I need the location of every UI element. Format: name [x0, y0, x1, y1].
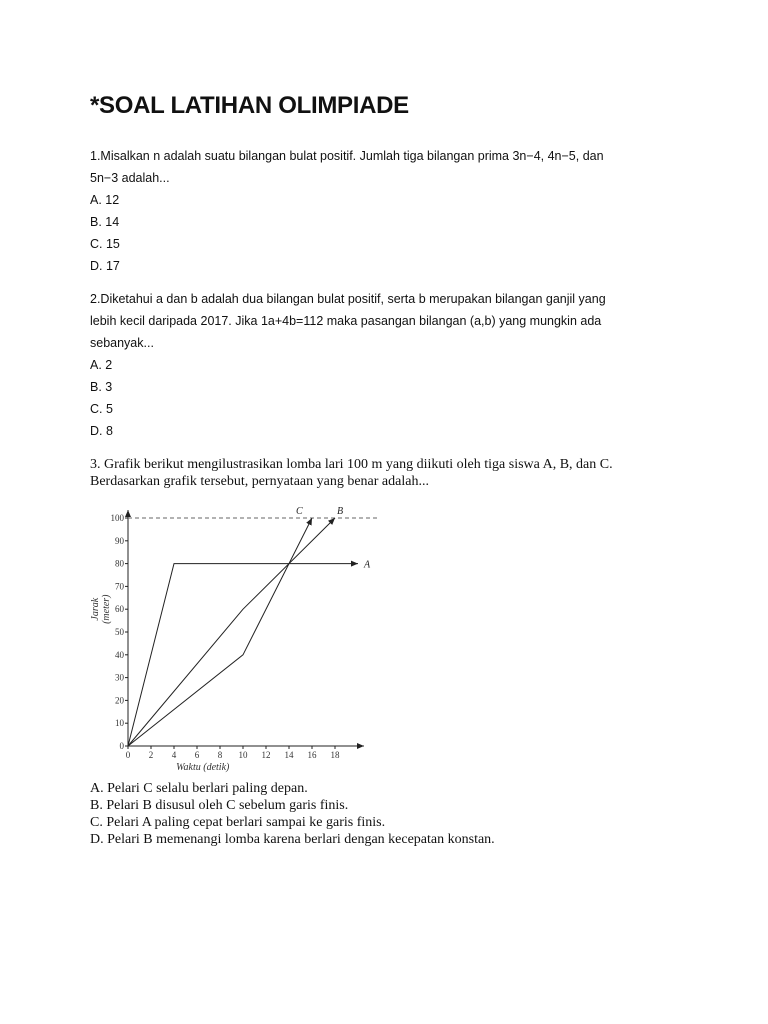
question-2-option-a: A. 2: [90, 358, 113, 372]
x-tick-label-18: 18: [330, 750, 340, 760]
race-chart: [88, 500, 388, 775]
y-tick-label-30: 30: [115, 672, 124, 683]
y-tick-label-80: 80: [115, 558, 124, 569]
x-tick-label-12: 12: [261, 750, 271, 760]
page-title: *SOAL LATIHAN OLIMPIADE: [90, 92, 409, 119]
question-2-option-c: C. 5: [90, 402, 113, 416]
series-b-label: B: [337, 506, 344, 517]
question-3-option-b: B. Pelari B disusul oleh C sebelum garis finis.: [90, 798, 349, 813]
question-2: [90, 288, 680, 442]
question-2-text-line-3: sebanyak...: [90, 336, 154, 350]
x-tick-label-2: 2: [148, 750, 154, 760]
question-3: [90, 456, 690, 490]
question-3-options: [90, 780, 690, 848]
y-tick-label-10: 10: [115, 718, 124, 729]
question-3-option-a: A. Pelari C selalu berlari paling depan.: [90, 781, 308, 796]
y-tick-label-0: 0: [119, 741, 124, 751]
x-tick-label-8: 8: [217, 750, 223, 760]
question-1-text-line-2: 5n−3 adalah...: [90, 171, 170, 185]
x-tick-label-14: 14: [284, 750, 294, 760]
x-tick-label-16: 16: [307, 750, 317, 760]
question-1-text-line-1: 1.Misalkan n adalah suatu bilangan bulat positif. Jumlah tiga bilangan prima 3n−4, 4n−5, dan: [90, 149, 604, 163]
y-tick-label-100: 100: [110, 513, 124, 523]
y-axis-label-unit: (meter): [101, 594, 112, 624]
question-1-option-a: A. 12: [90, 193, 120, 207]
series-a-label: A: [364, 559, 371, 571]
series-c-line: [128, 518, 312, 746]
question-3-option-c: C. Pelari A paling cepat berlari sampai ke garis finis.: [90, 815, 386, 830]
y-tick-label-50: 50: [115, 627, 124, 637]
y-tick-label-60: 60: [115, 604, 124, 615]
question-1: [90, 145, 680, 277]
x-axis-label: Waktu (detik): [176, 762, 230, 773]
question-3-text-line-2: Berdasarkan grafik tersebut, pernyataan yang benar adalah...: [90, 474, 429, 489]
y-tick-label-20: 20: [115, 695, 124, 706]
y-axis-label-word: Jarak: [90, 597, 101, 621]
question-2-text-line-1: 2.Diketahui a dan b adalah dua bilangan bulat positif, serta b merupakan bilangan ganjil yang: [90, 292, 606, 306]
series-c-label: C: [296, 506, 303, 517]
x-tick-label-4: 4: [171, 750, 177, 760]
x-tick-label-6: 6: [194, 750, 200, 760]
question-1-option-b: B. 14: [90, 215, 120, 229]
question-3-text-line-1: 3. Grafik berikut mengilustrasikan lomba lari 100 m yang diikuti oleh tiga siswa A, B, dan C.: [90, 457, 613, 472]
y-tick-label-40: 40: [115, 649, 124, 660]
y-tick-label-90: 90: [115, 535, 124, 546]
question-3-option-d: D. Pelari B memenangi lomba karena berlari dengan kecepatan konstan.: [90, 832, 495, 847]
question-2-option-b: B. 3: [90, 380, 113, 394]
question-2-option-d: D. 8: [90, 424, 113, 438]
question-1-option-c: C. 15: [90, 237, 120, 251]
series-b-line: [128, 518, 335, 746]
question-2-text-line-2: lebih kecil daripada 2017. Jika 1a+4b=112 maka pasangan bilangan (a,b) yang mungkin ada: [90, 314, 602, 328]
x-tick-label-0: 0: [125, 750, 131, 760]
y-tick-label-70: 70: [115, 581, 124, 592]
question-1-option-d: D. 17: [90, 259, 120, 273]
x-tick-label-10: 10: [238, 750, 248, 760]
